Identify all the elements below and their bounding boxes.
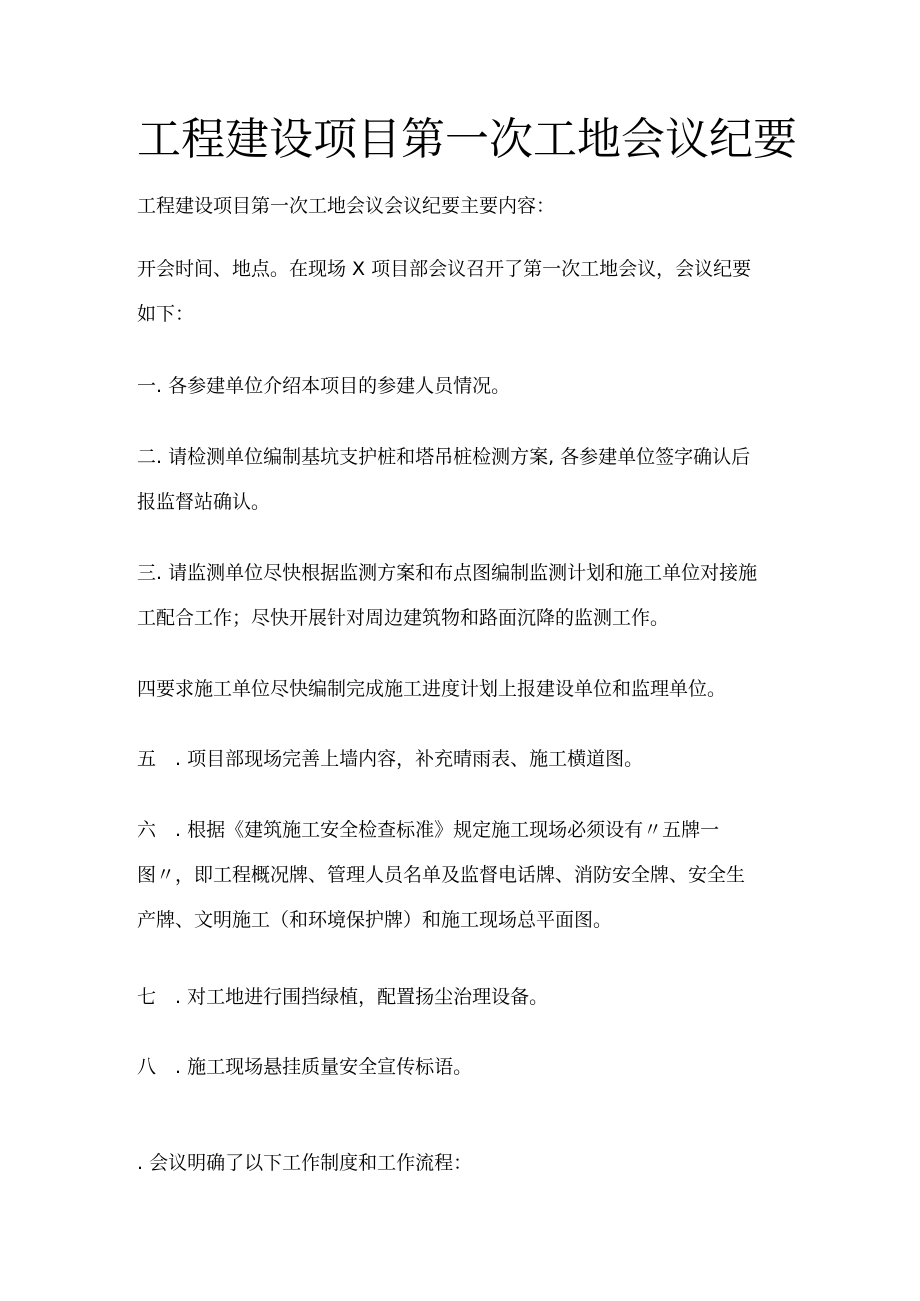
intro-paragraph: 工程建设项目第一次工地会议会议纪要主要内容： bbox=[137, 195, 556, 217]
item-6 bbox=[137, 808, 797, 943]
item-5-line-1: 五 . 项目部现场完善上墙内容，补充晴雨表、施工横道图。 bbox=[137, 748, 644, 770]
item-6-line-1: 六 . 根据《建筑施工安全检查标准》规定施工现场必须设有〃五牌一 bbox=[137, 819, 720, 841]
closing-paragraph: . 会议明确了以下工作制度和工作流程： bbox=[137, 1152, 473, 1174]
item-3-line-1: 三. 请监测单位尽快根据监测方案和布点图编制监测计划和施工单位对接施 bbox=[137, 562, 758, 584]
item-1-line-1: 一. 各参建单位介绍本项目的参建人员情况。 bbox=[137, 375, 511, 397]
document-title: 工程建设项目第一次工地会议纪要 bbox=[137, 114, 797, 165]
item-6-line-3: 产牌、文明施工（和环境保护牌）和施工现场总平面图。 bbox=[137, 909, 613, 931]
item-1 bbox=[137, 364, 797, 409]
opening-line-1: 开会时间、地点。在现场 X 项目部会议召开了第一次工地会议，会议纪要 bbox=[137, 258, 752, 280]
opening-line-2: 如下： bbox=[137, 303, 195, 325]
item-2-line-1: 二. 请检测单位编制基坑支护桩和塔吊桩检测方案, 各参建单位签字确认后 bbox=[137, 446, 751, 468]
item-2 bbox=[137, 435, 797, 525]
item-2-line-2: 报监督站确认。 bbox=[137, 491, 271, 513]
item-4-line-1: 四要求施工单位尽快编制完成施工进度计划上报建设单位和监理单位。 bbox=[137, 678, 727, 700]
item-8-line-1: 八 . 施工现场悬挂质量安全宣传标语。 bbox=[137, 1056, 473, 1078]
item-3 bbox=[137, 551, 797, 641]
item-5 bbox=[137, 737, 797, 782]
item-4 bbox=[137, 667, 797, 712]
item-6-line-2: 图〃，即工程概况牌、管理人员名单及监督电话牌、消防安全牌、安全生 bbox=[137, 864, 746, 886]
item-8 bbox=[137, 1045, 797, 1090]
item-3-line-2: 工配合工作；尽快开展针对周边建筑物和路面沉降的监测工作。 bbox=[137, 607, 670, 629]
item-7-line-1: 七 . 对工地进行围挡绿植，配置扬尘治理设备。 bbox=[137, 986, 549, 1008]
opening-paragraph bbox=[137, 247, 797, 337]
item-7 bbox=[137, 975, 797, 1020]
